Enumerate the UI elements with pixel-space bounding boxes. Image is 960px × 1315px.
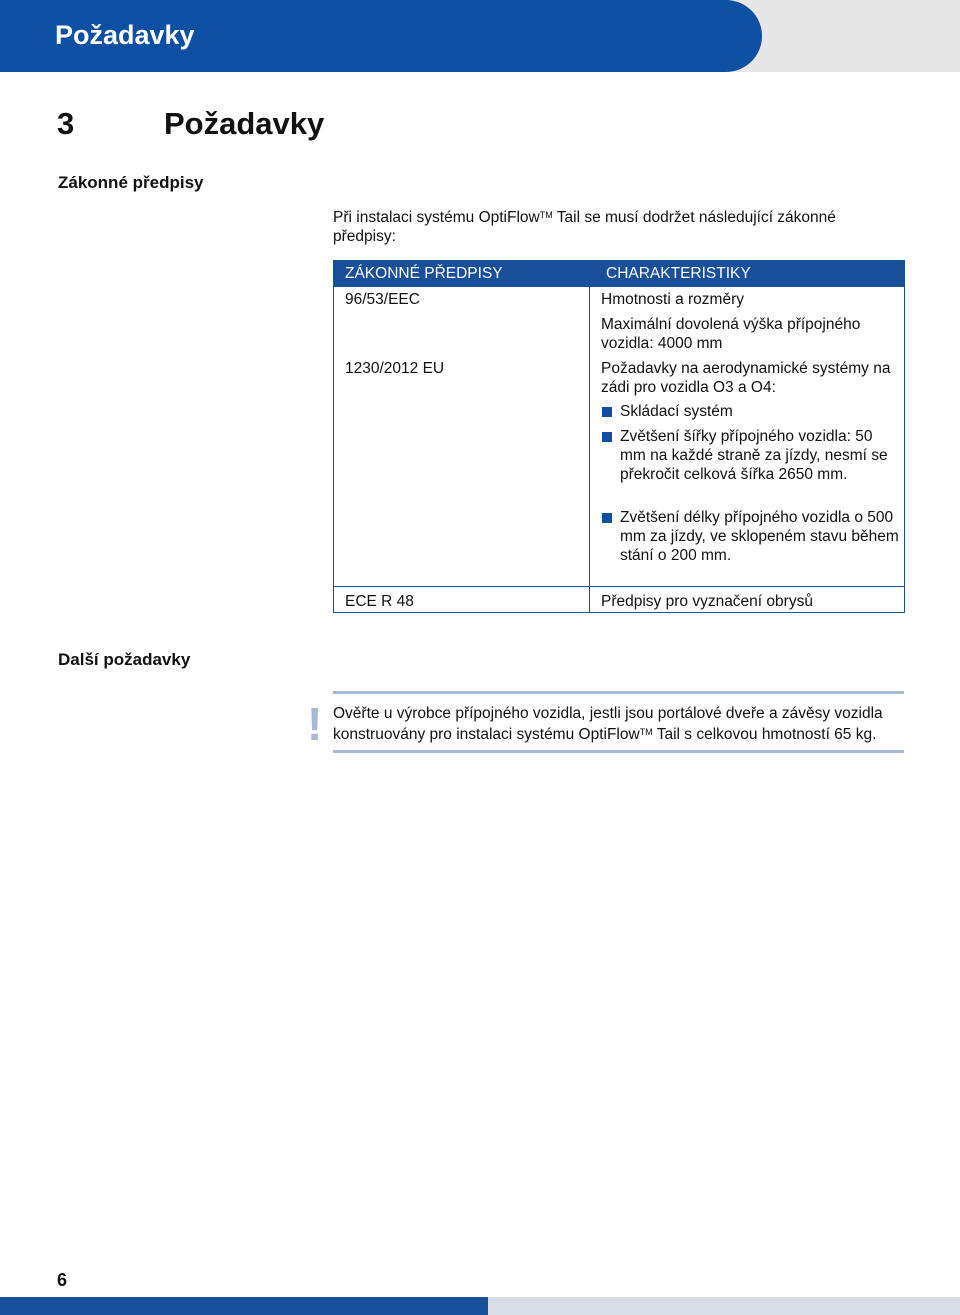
- note-text-before: Ověřte u výrobce přípojného vozidla, jestli jsou portálové dveře a závěsy vozidla konstruovány pro instalaci systému OptiFlow: [333, 705, 883, 743]
- table-header-row: [334, 261, 904, 287]
- intro-text-before: Při instalaci systému OptiFlow: [333, 209, 540, 226]
- row-2-code: 1230/2012 EU: [345, 360, 445, 377]
- intro-text-after: Tail se musí dodržet následující zákonné předpisy:: [333, 209, 836, 245]
- intro-paragraph: [333, 206, 893, 246]
- row-3-code: ECE R 48: [345, 593, 414, 610]
- bullet-square-icon: [602, 513, 612, 523]
- row-2-line-1: Požadavky na aerodynamické systémy na zádi pro vozidla O3 a O4:: [601, 360, 891, 396]
- row-1-line-1: Hmotnosti a rozměry: [601, 291, 744, 308]
- row-3-line-1: Předpisy pro vyznačení obrysů: [601, 593, 813, 610]
- header-title: Požadavky: [55, 20, 195, 50]
- bullet-square-icon: [602, 432, 612, 442]
- column-divider: [589, 287, 590, 613]
- bullet-square-icon: [602, 407, 612, 417]
- table-header-regulations: ZÁKONNÉ PŘEDPISY: [345, 265, 503, 282]
- section-heading-legal: Zákonné předpisy: [58, 173, 204, 192]
- chapter-title: Požadavky: [164, 106, 325, 141]
- note-text-after: Tail s celkovou hmotností 65 kg.: [652, 726, 877, 743]
- regulations-table: [333, 260, 905, 613]
- note-top-rule: [333, 691, 904, 694]
- footer-bar: [0, 1297, 488, 1315]
- chapter-number: 3: [57, 106, 75, 141]
- warning-exclamation-icon: !: [307, 698, 323, 750]
- page-number: 6: [57, 1270, 68, 1290]
- row-2-bullet-1: Skládací systém: [620, 403, 733, 420]
- intro-trademark: TM: [539, 210, 553, 220]
- table-header-characteristics: CHARAKTERISTIKY: [606, 265, 751, 282]
- row-1-code: 96/53/EEC: [345, 291, 420, 308]
- row-separator: [334, 586, 904, 587]
- note-text: [333, 704, 913, 744]
- row-1-line-2: Maximální dovolená výška přípojného vozidla: 4000 mm: [601, 316, 861, 352]
- section-heading-other: Další požadavky: [58, 650, 191, 669]
- note-bottom-rule: [333, 750, 904, 753]
- row-2-bullet-2: Zvětšení šířky přípojného vozidla: 50 mm na každé straně za jízdy, nesmí se překročit celková šířka 2650 mm.: [620, 428, 888, 483]
- row-2-bullet-3: Zvětšení délky přípojného vozidla o 500 mm za jízdy, ve sklopeném stavu během stání o 200 mm.: [620, 509, 899, 564]
- note-trademark: TM: [639, 727, 653, 737]
